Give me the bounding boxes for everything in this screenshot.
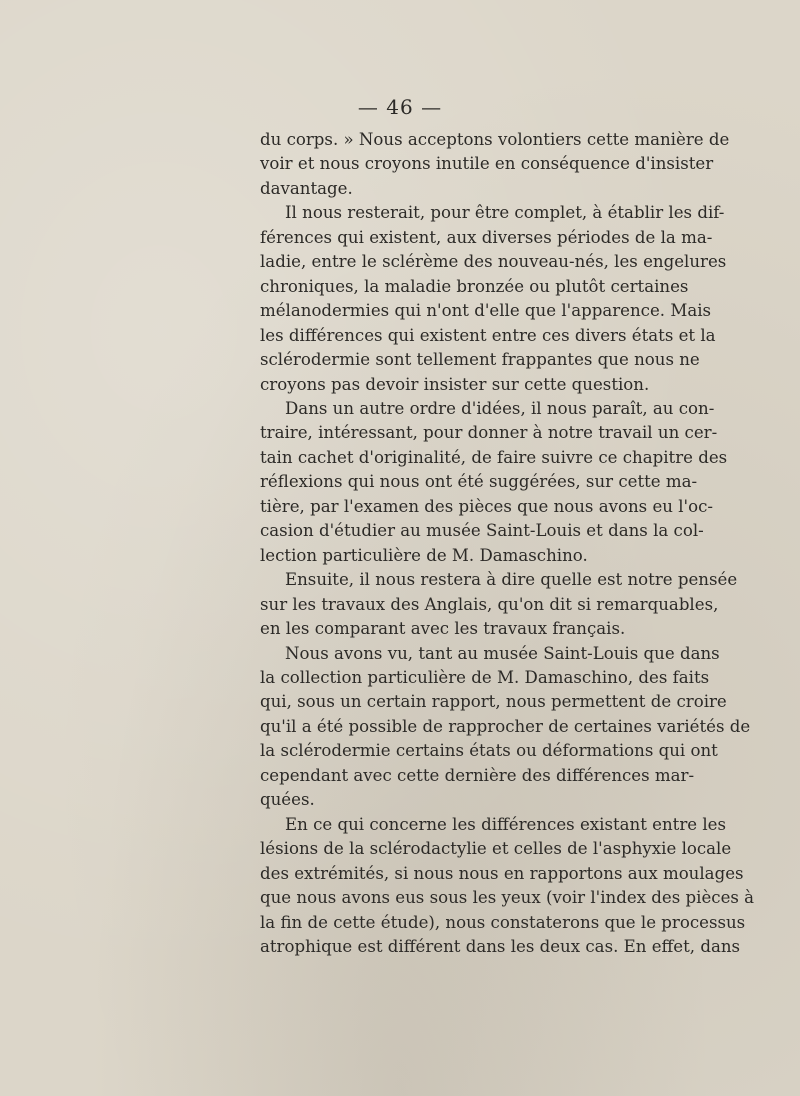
text-line: ladie, entre le sclérème des nouveau-nés, les engelures <box>260 252 727 272</box>
text-line: traire, intéressant, pour donner à notre travail un cer- <box>260 423 718 443</box>
text-line: quées. <box>260 790 315 810</box>
text-line: que nous avons eus sous les yeux (voir l'index des pièces à <box>260 888 755 908</box>
text-line: férences qui existent, aux diverses périodes de la ma- <box>260 227 713 247</box>
text-line: lection particulière de M. Damaschino. <box>260 545 588 565</box>
text-line: Nous avons vu, tant au musée Saint-Louis que dans <box>285 643 720 663</box>
text-line: casion d'étudier au musée Saint-Louis et dans la col- <box>260 521 704 541</box>
text-line: en les comparant avec les travaux français. <box>260 619 626 639</box>
paragraph <box>260 568 738 641</box>
text-line: atrophique est différent dans les deux cas. En effet, dans <box>260 936 741 956</box>
text-line: croyons pas devoir insister sur cette question. <box>260 374 650 394</box>
paragraph <box>260 128 730 201</box>
text-line: davantage. <box>260 178 353 198</box>
text-line: sclérodermie sont tellement frappantes que nous ne <box>260 350 700 370</box>
text-line: cependant avec cette dernière des différences mar- <box>260 765 695 785</box>
text-line: la sclérodermie certains états ou déformations qui ont <box>260 741 718 761</box>
paragraph <box>260 642 751 813</box>
text-line: du corps. » Nous acceptons volontiers cette manière de <box>260 130 730 149</box>
text-line: Dans un autre ordre d'idées, il nous paraît, au con- <box>285 398 715 418</box>
text-line: la fin de cette étude), nous constaterons que le processus <box>260 912 746 932</box>
text-line: Il nous resterait, pour être complet, à établir les dif- <box>285 203 725 223</box>
text-line: les différences qui existent entre ces divers états et la <box>260 325 716 345</box>
text-line: sur les travaux des Anglais, qu'on dit si remarquables, <box>260 594 719 614</box>
text-line: réflexions qui nous ont été suggérées, sur cette ma- <box>260 472 698 492</box>
text-line: la collection particulière de M. Damaschino, des faits <box>260 667 710 687</box>
paragraph <box>260 813 755 960</box>
text-line: qui, sous un certain rapport, nous permettent de croire <box>260 692 727 712</box>
text-line: En ce qui concerne les différences existant entre les <box>285 814 726 834</box>
paragraph <box>260 201 727 397</box>
text-line: Ensuite, il nous restera à dire quelle est notre pensée <box>285 570 738 590</box>
body-text <box>260 128 755 959</box>
text-line: qu'il a été possible de rapprocher de certaines variétés de <box>260 716 751 736</box>
page-number: — 46 — <box>357 95 443 119</box>
text-line: voir et nous croyons inutile en conséquence d'insister <box>260 154 714 174</box>
paragraph <box>260 397 728 568</box>
text-line: tière, par l'examen des pièces que nous avons eu l'oc- <box>260 496 713 516</box>
text-line: mélanodermies qui n'ont d'elle que l'apparence. Mais <box>260 301 712 321</box>
text-line: des extrémités, si nous nous en rapportons aux moulages <box>260 863 744 883</box>
text-line: chroniques, la maladie bronzée ou plutôt certaines <box>260 276 689 296</box>
text-line: tain cachet d'originalité, de faire suivre ce chapitre des <box>260 447 728 467</box>
text-line: lésions de la sclérodactylie et celles de l'asphyxie locale <box>260 839 732 859</box>
